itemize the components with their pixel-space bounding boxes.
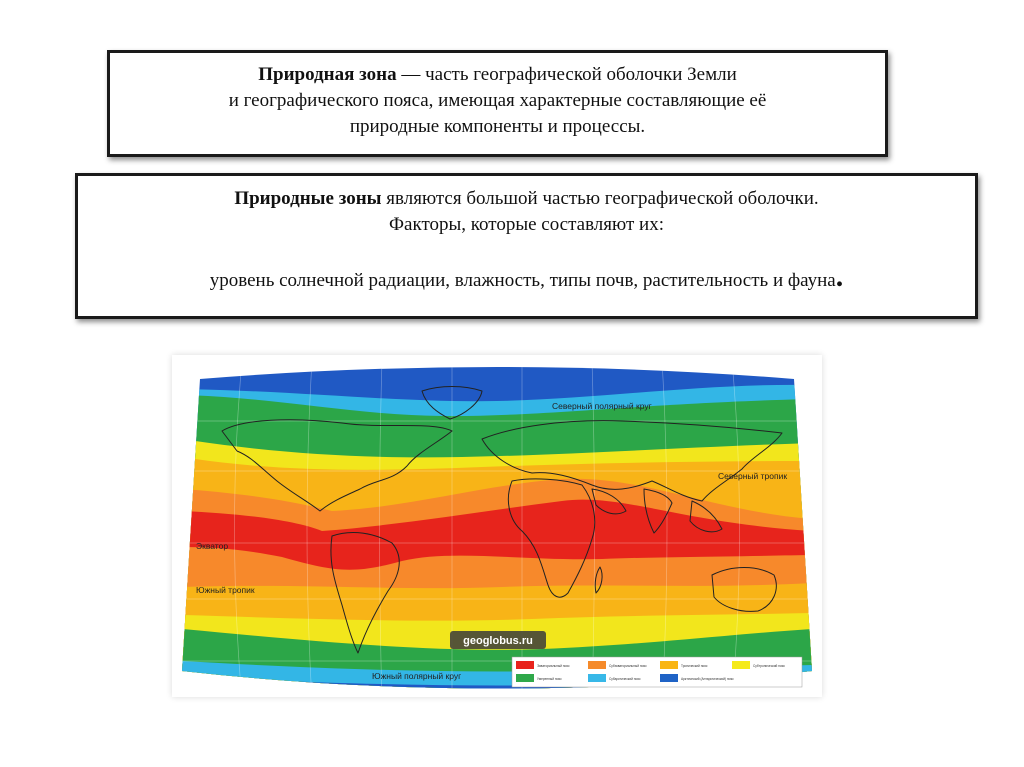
factors-text: уровень солнечной радиации, влажность, типы почв, растительность и фауна: [209, 270, 836, 291]
legend-label: Субарктический пояс: [609, 677, 641, 681]
zones-info-line-1: [78, 186, 975, 212]
definition-line-1: [110, 62, 885, 88]
legend-swatch: [516, 674, 534, 682]
legend-swatch: [660, 674, 678, 682]
legend-label: Субтропический пояс: [753, 664, 785, 668]
zones-term: Природные зоны: [234, 188, 382, 209]
source-badge: [450, 631, 546, 649]
legend-label: Субэкваториальный пояс: [609, 664, 647, 668]
legend-label: Арктический (Антарктический) пояс: [681, 677, 734, 681]
legend-label: Тропический пояс: [681, 664, 708, 668]
legend-label: Экваториальный пояс: [537, 664, 570, 668]
label-south-polar-circle: Южный полярный круг: [372, 671, 462, 681]
label-north-polar-circle: Северный полярный круг: [552, 401, 652, 411]
label-south-tropic: Южный тропик: [196, 585, 255, 595]
definition-text-1: — часть географической оболочки Земли: [396, 64, 737, 85]
label-equator: Экватор: [196, 541, 229, 551]
zones-info-text-1: являются большой частью географической оболочки.: [381, 188, 819, 209]
climate-zones-map: [172, 355, 822, 697]
definition-box: [107, 50, 888, 157]
definition-line-2: и географического пояса, имеющая характерные составляющие её: [228, 90, 767, 111]
end-dot: .: [835, 260, 844, 293]
legend-swatch: [660, 661, 678, 669]
zones-info-box: [75, 173, 978, 319]
map-svg: [182, 361, 812, 691]
legend-swatch: [516, 661, 534, 669]
definition-term: Природная зона: [258, 64, 397, 85]
legend-swatch: [588, 661, 606, 669]
zones-info-line-2: Факторы, которые составляют их:: [389, 214, 664, 235]
legend-swatch: [732, 661, 750, 669]
definition-line-3: природные компоненты и процессы.: [349, 116, 646, 137]
legend: [512, 657, 802, 687]
source-label: geoglobus.ru: [463, 635, 533, 647]
label-north-tropic: Северный тропик: [718, 471, 788, 481]
factors-line: [78, 260, 975, 294]
legend-label: Умеренный пояс: [537, 677, 562, 681]
legend-swatch: [588, 674, 606, 682]
